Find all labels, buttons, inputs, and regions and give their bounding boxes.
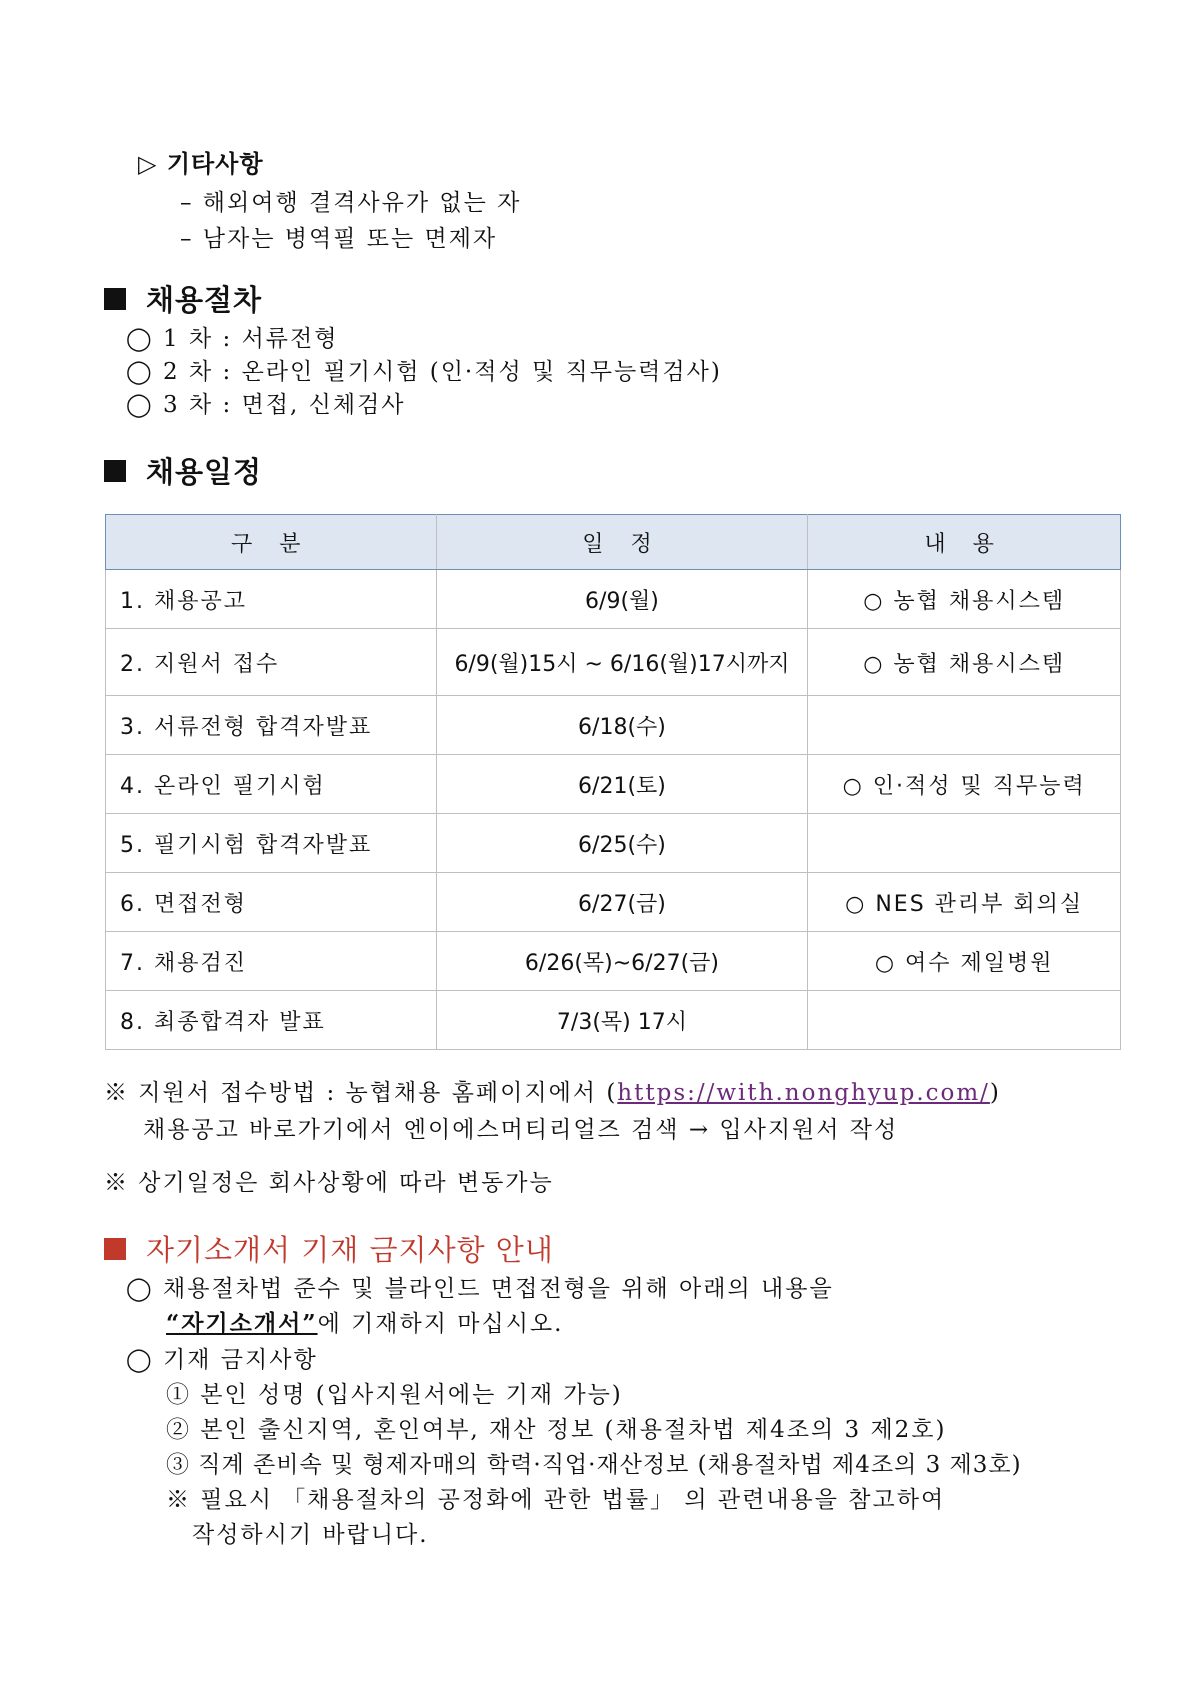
table-row xyxy=(106,755,1121,814)
table-cell: 8. 최종합격자 발표 xyxy=(106,991,437,1050)
procedure-step: ◯ 1 차 : 서류전형 xyxy=(126,326,339,352)
schedule-table xyxy=(105,514,1121,1050)
column-header-category: 구 분 xyxy=(106,515,437,570)
table-cell: ○ 농협 채용시스템 xyxy=(808,570,1121,629)
application-method-note-line2: 채용공고 바로가기에서 엔이에스머티리얼즈 검색 → 입사지원서 작성 xyxy=(143,1117,899,1143)
column-header-date: 일 정 xyxy=(436,515,808,570)
table-cell: ○ 여수 제일병원 xyxy=(808,932,1121,991)
procedure-step: ◯ 3 차 : 면접, 신체검사 xyxy=(126,392,406,418)
table-cell: 7. 채용검진 xyxy=(106,932,437,991)
prohibit-item: ③ 직계 존비속 및 형제자매의 학력·직업·재산정보 (채용절차법 제4조의 3 제3호) xyxy=(166,1452,1022,1478)
column-header-content: 내 용 xyxy=(808,515,1121,570)
prohibit-intro-rest: 에 기재하지 마십시오. xyxy=(317,1311,564,1337)
prohibit-footnote-line2: 작성하시기 바랍니다. xyxy=(192,1522,429,1548)
schedule-heading xyxy=(104,450,262,491)
note-text: ※ 지원서 접수방법 : 농협채용 홈페이지에서 ( xyxy=(104,1080,618,1106)
table-row xyxy=(106,629,1121,696)
prohibit-heading-text: 자기소개서 기재 금지사항 안내 xyxy=(146,1233,554,1267)
table-cell: 6/9(월) xyxy=(436,570,808,629)
prohibit-item: ① 본인 성명 (입사지원서에는 기재 가능) xyxy=(166,1382,623,1408)
table-row xyxy=(106,991,1121,1050)
procedure-heading xyxy=(104,278,262,319)
table-cell xyxy=(808,696,1121,755)
table-cell: 6/27(금) xyxy=(436,873,808,932)
prohibit-footnote: ※ 필요시 「채용절차의 공정화에 관한 법률」 의 관련내용을 참고하여 xyxy=(166,1487,946,1513)
table-cell: 5. 필기시험 합격자발표 xyxy=(106,814,437,873)
table-cell: 6. 면접전형 xyxy=(106,873,437,932)
schedule-heading-text: 채용일정 xyxy=(146,455,263,489)
table-cell: ○ 농협 채용시스템 xyxy=(808,629,1121,696)
table-cell: 7/3(목) 17시 xyxy=(436,991,808,1050)
table-cell: 6/9(월)15시 ~ 6/16(월)17시까지 xyxy=(436,629,808,696)
procedure-heading-text: 채용절차 xyxy=(146,283,263,317)
table-cell xyxy=(808,991,1121,1050)
prohibit-intro: ◯ 채용절차법 준수 및 블라인드 면접전형을 위해 아래의 내용을 xyxy=(126,1276,834,1302)
table-cell: ○ 인·적성 및 직무능력 xyxy=(808,755,1121,814)
misc-item: – 남자는 병역필 또는 면제자 xyxy=(180,226,498,252)
prohibit-subheading: ◯ 기재 금지사항 xyxy=(126,1347,318,1373)
procedure-step: ◯ 2 차 : 온라인 필기시험 (인·적성 및 직무능력검사) xyxy=(126,359,722,385)
table-cell: ○ NES 관리부 회의실 xyxy=(808,873,1121,932)
misc-item: – 해외여행 결격사유가 없는 자 xyxy=(180,190,522,216)
note-text: ) xyxy=(989,1080,1001,1106)
misc-heading: ▷ 기타사항 xyxy=(138,149,264,178)
square-bullet-icon xyxy=(104,288,126,310)
table-cell: 6/21(토) xyxy=(436,755,808,814)
table-cell: 6/25(수) xyxy=(436,814,808,873)
table-cell: 4. 온라인 필기시험 xyxy=(106,755,437,814)
homepage-link[interactable]: https://with.nonghyup.com/ xyxy=(617,1080,990,1106)
prohibit-item: ② 본인 출신지역, 혼인여부, 재산 정보 (채용절차법 제4조의 3 제2호) xyxy=(166,1417,947,1443)
schedule-change-note: ※ 상기일정은 회사상황에 따라 변동가능 xyxy=(104,1170,554,1196)
table-row xyxy=(106,570,1121,629)
table-row xyxy=(106,814,1121,873)
square-bullet-icon xyxy=(104,460,126,482)
table-cell: 6/26(목)~6/27(금) xyxy=(436,932,808,991)
square-bullet-icon xyxy=(104,1238,126,1260)
table-cell: 6/18(수) xyxy=(436,696,808,755)
table-cell: 3. 서류전형 합격자발표 xyxy=(106,696,437,755)
table-cell: 2. 지원서 접수 xyxy=(106,629,437,696)
table-row xyxy=(106,932,1121,991)
table-row xyxy=(106,696,1121,755)
application-method-note xyxy=(104,1074,1001,1107)
table-cell xyxy=(808,814,1121,873)
table-cell: 1. 채용공고 xyxy=(106,570,437,629)
table-row xyxy=(106,873,1121,932)
prohibit-heading xyxy=(104,1228,554,1269)
prohibit-intro-line2 xyxy=(166,1305,563,1338)
self-intro-label: “자기소개서” xyxy=(166,1310,318,1337)
